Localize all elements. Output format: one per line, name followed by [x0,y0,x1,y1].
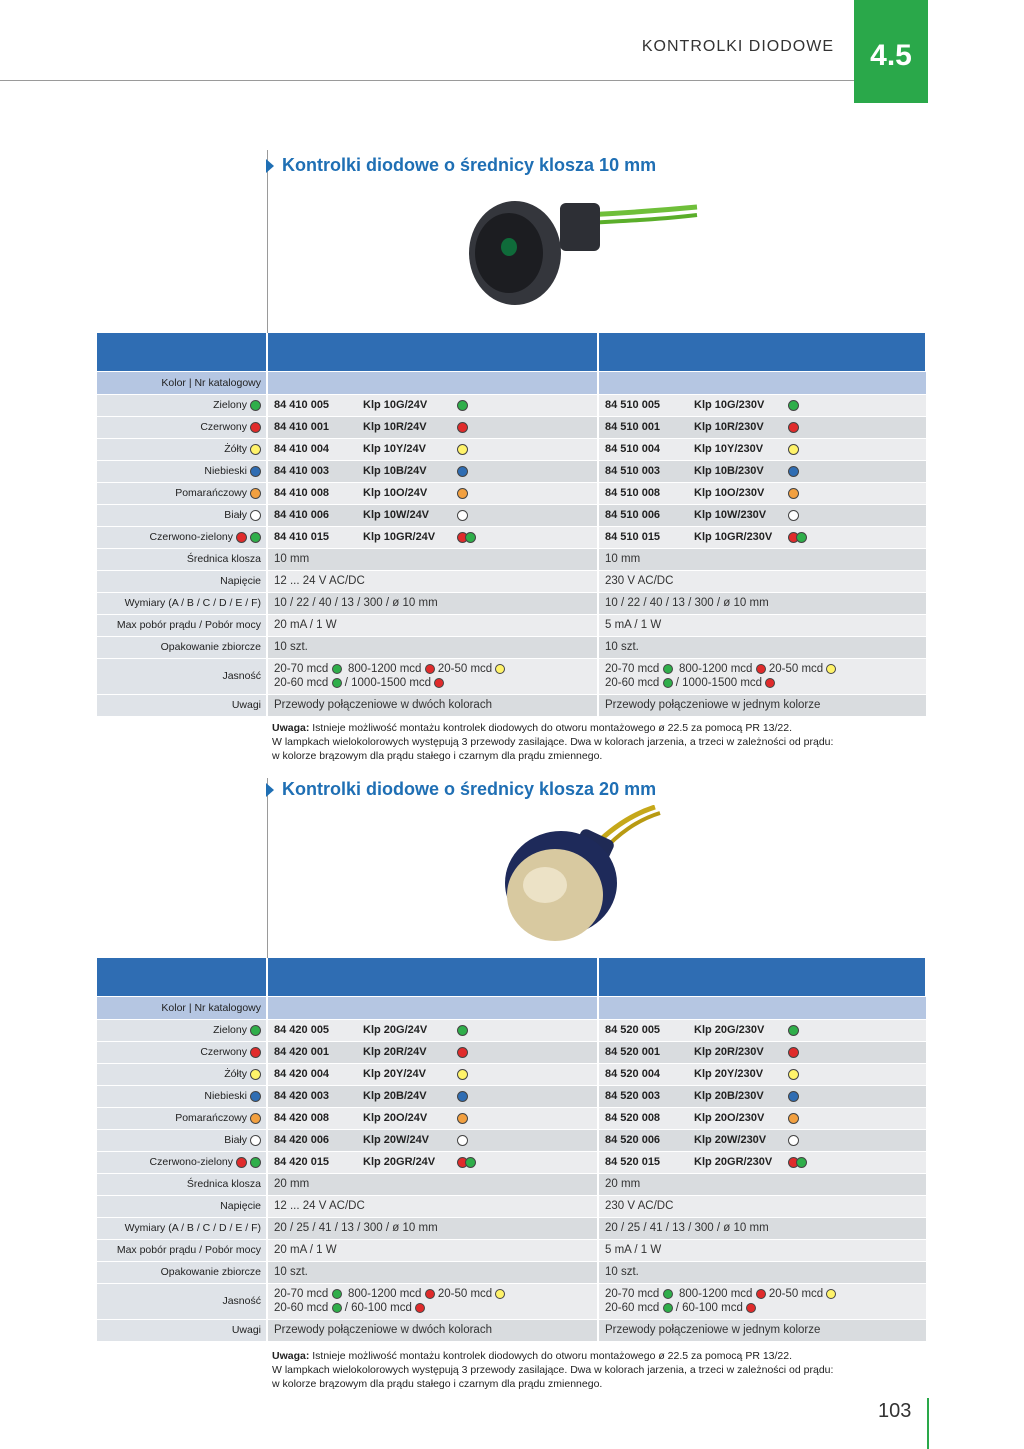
product-code: Klp 20Y/230V [694,1068,764,1080]
vertical-rule [267,150,268,340]
brightness-value: / 1000-1500 mcd [344,677,432,689]
spec-row [97,1261,926,1283]
brightness-value: 20-50 mcd [768,663,824,675]
table-row [97,438,926,460]
spec-value: 230 V AC/DC [605,575,674,587]
indicator-20mm-image [495,805,665,950]
product-code: Klp 20GR/24V [363,1156,436,1168]
color-rows-10mm [97,394,926,548]
brightness-value: 20-50 mcd [437,663,493,675]
red-dot-icon [457,1047,468,1058]
catalog-number: 84 520 005 [605,1024,661,1036]
blue-dot-icon [457,1091,468,1102]
brightness-value: 800-1200 mcd [347,1288,422,1300]
catalog-number: 84 520 001 [605,1046,661,1058]
green-dot-icon [788,400,799,411]
red-dot-icon [236,1157,247,1168]
spec-value: 20 mm [274,1178,310,1190]
remarks-row [97,1319,926,1341]
red-dot-icon [756,1289,766,1299]
color-label: Czerwony [200,1046,247,1058]
product-code: Klp 20G/230V [694,1024,765,1036]
column-header-label: Kolor | Nr katalogowy [97,371,267,394]
spec-value: 20 mA / 1 W [274,619,337,631]
orange-dot-icon [457,488,468,499]
spec-label: Napięcie [220,575,261,587]
product-code: Klp 20W/24V [363,1134,430,1146]
product-code: Klp 10B/24V [363,465,427,477]
section-title-10mm: Kontrolki diodowe o średnicy klosza 10 mm [266,155,656,176]
catalog-number: 84 420 008 [274,1112,330,1124]
catalog-number: 84 520 015 [605,1156,661,1168]
catalog-number: 84 410 008 [274,487,330,499]
blue-dot-icon [250,466,261,477]
spec-value: 10 mm [605,553,641,565]
yellow-dot-icon [826,664,836,674]
vertical-rule [267,778,268,958]
spec-label: Wymiary (A / B / C / D / E / F) [124,597,261,609]
product-code: Klp 20Y/24V [363,1068,426,1080]
indicator-10mm-image [465,185,705,320]
note-10mm: Uwaga: Istnieje możliwość montażu kontrolek diodowych do otworu montażowego ø 22.5 za pomocą PR 13/22. W lampkach wielokolorowych występują 3 przewody zasilające. Dwa w kolorach jarzenia, a trzeci w zależności od prądu: w kolorze brązowym dla prądu stałego i czarnym dla prądu zmiennego. [272,722,834,762]
green-dot-icon [663,678,673,688]
red-dot-icon [236,532,247,543]
green-dot-icon [250,1025,261,1036]
yellow-dot-icon [826,1289,836,1299]
table-row [97,1019,926,1041]
brightness-value: 800-1200 mcd [347,663,422,675]
spec-row [97,1239,926,1261]
green-dot-icon [465,532,476,543]
blue-dot-icon [788,1091,799,1102]
brightness-value: 20-70 mcd [605,1288,660,1300]
spec-value: 20 mm [605,1178,641,1190]
color-label: Czerwono-zielony [149,531,233,543]
green-dot-icon [796,532,807,543]
yellow-dot-icon [250,444,261,455]
table-row [97,1107,926,1129]
green-dot-icon [663,1289,673,1299]
product-code: Klp 20GR/230V [694,1156,773,1168]
green-dot-icon [663,1303,673,1313]
spec-row [97,1195,926,1217]
catalog-number: 84 410 005 [274,399,330,411]
red-dot-icon [250,1047,261,1058]
yellow-dot-icon [495,664,505,674]
orange-dot-icon [250,1113,261,1124]
product-code: Klp 10GR/24V [363,531,436,543]
table-row [97,1129,926,1151]
catalog-number: 84 520 003 [605,1090,661,1102]
product-code: Klp 20B/230V [694,1090,764,1102]
brightness-value: 20-60 mcd [605,677,660,689]
spec-value: 10 mm [274,553,310,565]
orange-dot-icon [788,488,799,499]
color-label: Zielony [213,1024,247,1036]
spec-value: 10 / 22 / 40 / 13 / 300 / ø 10 mm [605,597,769,609]
brightness-value: 20-70 mcd [274,1288,329,1300]
red-dot-icon [756,664,766,674]
red-dot-icon [425,664,435,674]
orange-dot-icon [788,1113,799,1124]
product-code: Klp 20R/230V [694,1046,764,1058]
table-row [97,460,926,482]
spec-value: 10 szt. [605,1266,639,1278]
green-dot-icon [663,664,673,674]
spec-table-20mm [97,958,927,1342]
catalog-number: 84 410 001 [274,421,330,433]
yellow-dot-icon [250,1069,261,1080]
red-dot-icon [746,1303,756,1313]
catalog-number: 84 420 006 [274,1134,330,1146]
table-row [97,1063,926,1085]
green-dot-icon [465,1157,476,1168]
color-label: Biały [224,1134,247,1146]
spec-value: Przewody połączeniowe w dwóch kolorach [274,1324,492,1336]
spec-label: Uwagi [231,699,261,711]
yellow-dot-icon [495,1289,505,1299]
yellow-dot-icon [788,1069,799,1080]
catalog-number: 84 520 004 [605,1068,661,1080]
spec-value: Przewody połączeniowe w jednym kolorze [605,1324,821,1336]
color-label: Czerwony [200,421,247,433]
spec-value: 20 mA / 1 W [274,1244,337,1256]
red-dot-icon [415,1303,425,1313]
spec-label: Jasność [222,1295,261,1307]
green-dot-icon [332,678,342,688]
product-code: Klp 10G/24V [363,399,428,411]
spec-value: 10 szt. [274,1266,308,1278]
spec-value: 5 mA / 1 W [605,1244,662,1256]
green-dot-icon [332,1289,342,1299]
product-code: Klp 20O/24V [363,1112,428,1124]
red-dot-icon [765,678,775,688]
green-dot-icon [457,400,468,411]
red-dot-icon [788,1047,799,1058]
brightness-value: 800-1200 mcd [678,1288,753,1300]
blue-dot-icon [788,466,799,477]
catalog-number: 84 510 003 [605,465,661,477]
note-20mm: Uwaga: Istnieje możliwość montażu kontrolek diodowych do otworu montażowego ø 22.5 za pomocą PR 13/22. W lampkach wielokolorowych występują 3 przewody zasilające. Dwa w kolorach jarzenia, a trzeci w zależności od prądu: w kolorze brązowym dla prądu stałego i czarnym dla prądu zmiennego. [272,1350,834,1390]
spec-value: 12 ... 24 V AC/DC [274,575,365,587]
spec-row [97,614,926,636]
red-dot-icon [434,678,444,688]
catalog-number: 84 510 005 [605,399,661,411]
product-code: Klp 10Y/230V [694,443,764,455]
page-number: 103 [878,1400,912,1422]
catalog-number: 84 520 006 [605,1134,661,1146]
catalog-number: 84 420 004 [274,1068,330,1080]
brightness-value: 20-60 mcd [274,677,329,689]
product-code: Klp 10B/230V [694,465,764,477]
spec-row [97,570,926,592]
white-dot-icon [457,1135,468,1146]
red-dot-icon [250,422,261,433]
brightness-value: 800-1200 mcd [678,663,753,675]
color-label: Niebieski [204,465,247,477]
brightness-value: 20-60 mcd [274,1302,329,1314]
product-code: Klp 10O/24V [363,487,428,499]
section-title-20mm: Kontrolki diodowe o średnicy klosza 20 mm [266,779,656,800]
table-row [97,1041,926,1063]
red-dot-icon [457,422,468,433]
green-dot-icon [250,532,261,543]
spec-label: Opakowanie zbiorcze [160,1266,261,1278]
catalog-number: 84 420 001 [274,1046,330,1058]
yellow-dot-icon [788,444,799,455]
color-label: Pomarańczowy [175,487,247,499]
catalog-number: 84 510 001 [605,421,661,433]
spec-label: Średnica klosza [186,1178,261,1190]
catalog-number: 84 510 008 [605,487,661,499]
green-dot-icon [332,1303,342,1313]
blue-dot-icon [457,466,468,477]
product-code: Klp 10R/24V [363,421,427,433]
remarks-row [97,694,926,716]
spec-row [97,1173,926,1195]
table-row [97,526,926,548]
brightness-value: 20-60 mcd [605,1302,660,1314]
white-dot-icon [788,1135,799,1146]
header-rule [0,80,855,81]
spec-label: Napięcie [220,1200,261,1212]
color-label: Pomarańczowy [175,1112,247,1124]
spec-value: 12 ... 24 V AC/DC [274,1200,365,1212]
brightness-value: / 60-100 mcd [675,1302,743,1314]
spec-label: Jasność [222,670,261,682]
catalog-number: 84 510 015 [605,531,661,543]
color-label: Zielony [213,399,247,411]
spec-value: 20 / 25 / 41 / 13 / 300 / ø 10 mm [274,1222,438,1234]
product-code: Klp 10W/230V [694,509,767,521]
arrow-right-icon [266,783,274,797]
brightness-value: 20-50 mcd [768,1288,824,1300]
spec-label: Max pobór prądu / Pobór mocy [116,619,261,631]
white-dot-icon [788,510,799,521]
product-code: Klp 10W/24V [363,509,430,521]
orange-dot-icon [250,488,261,499]
spec-value: 10 szt. [274,641,308,653]
color-label: Żółty [224,1068,247,1080]
brightness-value: / 1000-1500 mcd [675,677,763,689]
color-label: Niebieski [204,1090,247,1102]
table-row [97,416,926,438]
catalog-number: 84 420 005 [274,1024,330,1036]
white-dot-icon [250,510,261,521]
catalog-number: 84 520 008 [605,1112,661,1124]
spec-value: 230 V AC/DC [605,1200,674,1212]
spec-value: 10 szt. [605,641,639,653]
table-row [97,1151,926,1173]
spec-label: Średnica klosza [186,553,261,565]
catalog-number: 84 410 003 [274,465,330,477]
yellow-dot-icon [457,1069,468,1080]
green-dot-icon [796,1157,807,1168]
chapter-badge: 4.5 [854,0,928,103]
product-code: Klp 10Y/24V [363,443,426,455]
page-number-rule [927,1398,929,1449]
white-dot-icon [250,1135,261,1146]
catalog-number: 84 510 006 [605,509,661,521]
brightness-value: 20-50 mcd [437,1288,493,1300]
table-row [97,394,926,416]
color-label: Czerwono-zielony [149,1156,233,1168]
color-label: Żółty [224,443,247,455]
spec-value: Przewody połączeniowe w dwóch kolorach [274,699,492,711]
red-dot-icon [425,1289,435,1299]
spec-label: Opakowanie zbiorcze [160,641,261,653]
spec-row [97,548,926,570]
blue-dot-icon [250,1091,261,1102]
green-dot-icon [332,664,342,674]
spec-value: 5 mA / 1 W [605,619,662,631]
table-row [97,504,926,526]
catalog-number: 84 510 004 [605,443,661,455]
product-code: Klp 20W/230V [694,1134,767,1146]
spec-value: 20 / 25 / 41 / 13 / 300 / ø 10 mm [605,1222,769,1234]
green-dot-icon [788,1025,799,1036]
brightness-row [97,658,926,694]
green-dot-icon [457,1025,468,1036]
orange-dot-icon [457,1113,468,1124]
green-dot-icon [250,1157,261,1168]
spec-value: Przewody połączeniowe w jednym kolorze [605,699,821,711]
catalog-number: 84 420 015 [274,1156,330,1168]
brightness-value: / 60-100 mcd [344,1302,412,1314]
green-dot-icon [250,400,261,411]
arrow-right-icon [266,159,274,173]
column-header-label: Kolor | Nr katalogowy [97,996,267,1019]
red-dot-icon [788,422,799,433]
product-code: Klp 10GR/230V [694,531,773,543]
product-code: Klp 20O/230V [694,1112,765,1124]
product-code: Klp 20B/24V [363,1090,427,1102]
table-row [97,482,926,504]
color-label: Biały [224,509,247,521]
spec-row [97,636,926,658]
brightness-value: 20-70 mcd [274,663,329,675]
white-dot-icon [457,510,468,521]
brightness-value: 20-70 mcd [605,663,660,675]
spec-value: 10 / 22 / 40 / 13 / 300 / ø 10 mm [274,597,438,609]
spec-label: Max pobór prądu / Pobór mocy [116,1244,261,1256]
product-code: Klp 10R/230V [694,421,764,433]
catalog-number: 84 410 004 [274,443,330,455]
catalog-number: 84 410 015 [274,531,330,543]
product-code: Klp 20G/24V [363,1024,428,1036]
product-code: Klp 10G/230V [694,399,765,411]
yellow-dot-icon [457,444,468,455]
spec-row [97,592,926,614]
catalog-number: 84 420 003 [274,1090,330,1102]
product-code: Klp 20R/24V [363,1046,427,1058]
spec-row [97,1217,926,1239]
product-code: Klp 10O/230V [694,487,765,499]
table-row [97,1085,926,1107]
spec-label: Wymiary (A / B / C / D / E / F) [124,1222,261,1234]
page-header-title: KONTROLKI DIODOWE [641,38,834,55]
spec-table-10mm [97,333,927,717]
catalog-number: 84 410 006 [274,509,330,521]
spec-label: Uwagi [231,1324,261,1336]
brightness-row [97,1283,926,1319]
